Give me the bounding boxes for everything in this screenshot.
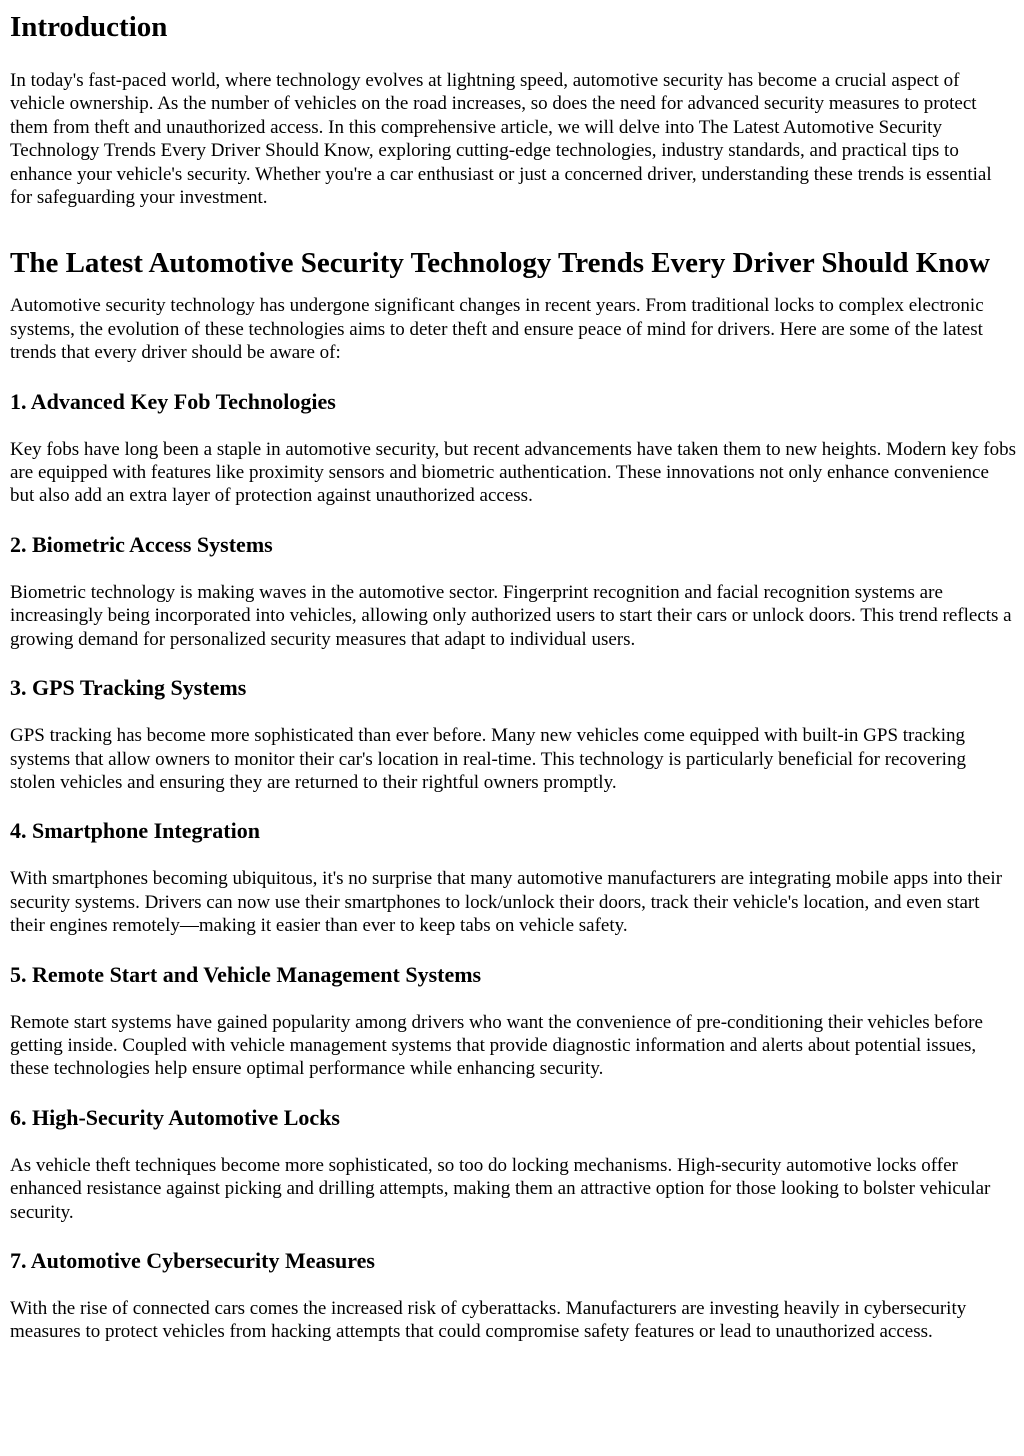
section-heading-remote-start: 5. Remote Start and Vehicle Management Systems: [10, 961, 482, 987]
article: [0, 10, 1024, 1344]
section-heading-gps: 3. GPS Tracking Systems: [10, 675, 247, 701]
section-paragraph-gps: GPS tracking has become more sophisticated than ever before. Many new vehicles come equipped with built-in GPS tracking systems that allow owners to monitor their car's location in real-time. This technology is particularly beneficial for recovering stolen vehicles and ensuring they are returned to their rightful owners promptly.: [10, 725, 966, 793]
intro-paragraph: In today's fast-paced world, where technology evolves at lightning speed, automotive security has become a crucial aspect of vehicle ownership. As the number of vehicles on the road increases, so does the need for advanced security measures to protect them from theft and unauthorized access. In this comprehensive article, we will delve into The Latest Automotive Security Technology Trends Every Driver Should Know, exploring cutting-edge technologies, industry standards, and practical tips to enhance your vehicle's security. Whether you're a car enthusiast or just a concerned driver, understanding these trends is essential for safeguarding your investment.: [10, 70, 992, 209]
section-heading-key-fob: 1. Advanced Key Fob Technologies: [10, 388, 336, 414]
section-paragraph-smartphone: With smartphones becoming ubiquitous, it's no surprise that many automotive manufacturers are integrating mobile apps into their security systems. Drivers can now use their smartphones to lock/unlock their doors, track their vehicle's location, and even start their engines remotely—making it easier than ever to keep tabs on vehicle safety.: [10, 868, 1003, 937]
section-heading-cybersecurity: 7. Automotive Cybersecurity Measures: [10, 1247, 375, 1273]
section-paragraph-key-fob: Key fobs have long been a staple in automotive security, but recent advancements have taken them to new heights. Modern key fobs are equipped with features like proximity sensors and biometric authentication. These innovations not only enhance convenience but also add an extra layer of protection against unauthorized access.: [10, 438, 1016, 507]
section-paragraph-cybersecurity: With the rise of connected cars comes the increased risk of cyberattacks. Manufacturers are investing heavily in cybersecurity measures to protect vehicles from hacking attempts that could compromise safety features or lead to unauthorized access.: [10, 1297, 967, 1343]
section-paragraph-locks: As vehicle theft techniques become more sophisticated, so too do locking mechanisms. High-security automotive locks offer enhanced resistance against picking and drilling attempts, making them an attractive option for those looking to bolster vehicular security.: [10, 1154, 991, 1223]
main-heading: The Latest Automotive Security Technology Trends Every Driver Should Know: [10, 247, 990, 280]
section-paragraph-biometric: Biometric technology is making waves in the automotive sector. Fingerprint recognition and facial recognition systems are increasingly being incorporated into vehicles, allowing only authorized users to start their cars or unlock doors. This trend reflects a growing demand for personalized security measures that adapt to individual users.: [10, 581, 1012, 650]
main-paragraph: Automotive security technology has undergone significant changes in recent years. From traditional locks to complex electronic systems, the evolution of these technologies aims to deter theft and ensure peace of mind for drivers. Here are some of the latest trends that every driver should be aware of:: [10, 295, 984, 364]
section-heading-locks: 6. High-Security Automotive Locks: [10, 1104, 340, 1130]
section-paragraph-remote-start: Remote start systems have gained popularity among drivers who want the convenience of pre-conditioning their vehicles before getting inside. Coupled with vehicle management systems that provide diagnostic information and alerts about potential issues, these technologies help ensure optimal performance while enhancing security.: [10, 1011, 983, 1080]
section-heading-smartphone: 4. Smartphone Integration: [10, 818, 260, 844]
intro-heading: Introduction: [10, 11, 168, 43]
section-heading-biometric: 2. Biometric Access Systems: [10, 531, 273, 557]
